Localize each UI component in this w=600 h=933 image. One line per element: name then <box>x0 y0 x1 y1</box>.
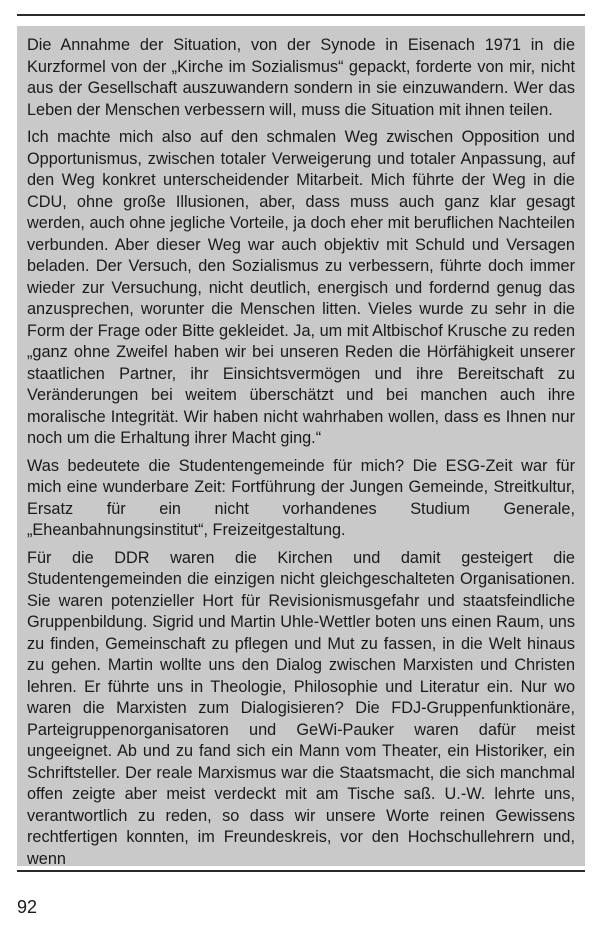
paragraph-4: Für die DDR waren die Kirchen und damit gesteigert die Studentengemeinden die einzigen nicht gleichgeschalteten Organisationen. Sie waren potenzieller Hort für Revisionismusgefahr und staatsfeindliche Gruppenbildung. Sigrid und Martin Uhle-Wettler boten uns einen Raum, uns zu finden, Gemeinschaft zu pflegen und Mut zu fassen, in die Welt hinaus zu gehen. Martin wollte uns den Dialog zwischen Marxisten und Christen lehren. Er führte uns in Theologie, Philosophie und Literatur ein. Nur wo waren die Marxisten zum Dialogisieren? Die FDJ-Gruppenfunktionäre, Parteigruppenorganisatoren und GeWi-Pauker waren dafür meist ungeeignet. Ab und zu fand sich ein Mann vom Theater, ein Historiker, ein Schriftsteller. Der reale Marxismus war die Staatsmacht, die sich manchmal offen zeigte aber meist verdeckt mit am Tische saß. U.-W. lehrte uns, verantwortlich zu reden, so dass wir unsere Worte reinen Gewissens rechtfertigen konnten, im Freundeskreis, vor den Hochschullehrern und, wenn <box>27 548 575 866</box>
paragraph-1: Die Annahme der Situation, von der Synode in Eisenach 1971 in die Kurzformel von der „Kirche im Sozialismus“ gepackt, forderte von mir, nicht aus der Gesellschaft auszuwandern sondern in sie einzuwandern. Wer das Leben der Menschen verbessern will, muss die Situation mit ihnen teilen. <box>27 36 575 119</box>
shaded-text-box <box>17 26 585 866</box>
top-rule <box>17 14 585 16</box>
paragraph-3: Was bedeutete die Studentengemeinde für mich? Die ESG-Zeit war für mich eine wunderbare Zeit: Fortführung der Jungen Gemeinde, Streitkultur, Ersatz für ein nicht vorhandenes Studium Generale, „Eheanbahnungsinstitut“, Freizeitgestaltung. <box>27 456 575 539</box>
bottom-rule <box>17 870 585 872</box>
paragraph-2: Ich machte mich also auf den schmalen Weg zwischen Opposition und Opportunismus, zwischen totaler Verweigerung und totaler Anpassung, auf den Weg konkret unterscheidender Mitarbeit. Mich führte der Weg in die CDU, ohne große Illusionen, aber, dass muss auch ganz klar gesagt werden, auch ohne jegliche Vorteile, ja doch eher mit beruflichen Nachteilen verbunden. Aber dieser Weg war auch objektiv mit Schuld und Versagen beladen. Der Versuch, den Sozialismus zu verbessern, führte doch immer wieder zur Versuchung, nicht deutlich, energisch und fordernd genug das anzusprechen, worunter die Menschen litten. Vieles wurde zu sehr in die Form der Frage oder Bitte gekleidet. Ja, um mit Altbischof Krusche zu reden „ganz ohne Zweifel haben wir bei unseren Reden die Hörfähigkeit unserer staatlichen Partner, ihr Einsichtsvermögen und ihre Bereitschaft zu Veränderungen bei weitem überschätzt und bei manchen auch ihre moralische Integrität. Wir haben nicht wahrhaben wollen, dass es Ihnen nur noch um die Erhaltung ihrer Macht ging.“ <box>27 128 575 447</box>
body-text <box>27 35 575 866</box>
page-number: 92 <box>17 897 38 917</box>
